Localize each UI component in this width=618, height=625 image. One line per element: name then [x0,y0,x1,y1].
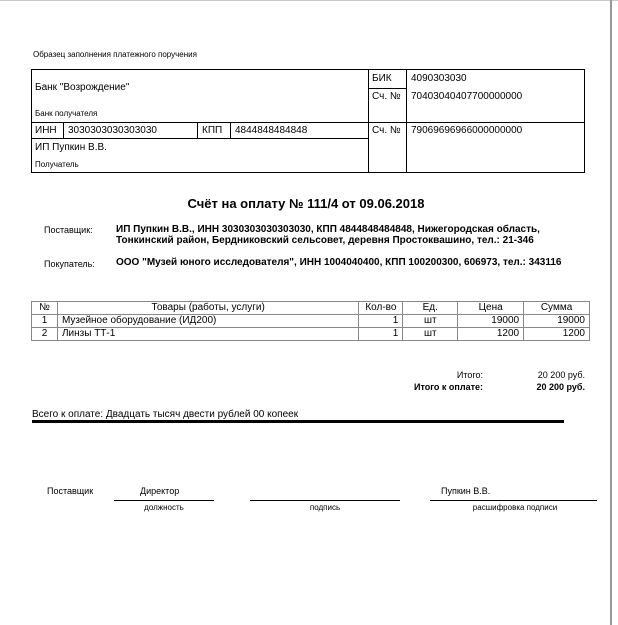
bank-details-table [31,69,585,173]
bank-vline-kpp-label [197,122,198,138]
corr-account-value: 70403040407700000000 [411,91,523,102]
row-price: 1200 [458,328,524,341]
bik-value: 4090303030 [411,73,467,84]
invoice-title: Счёт на оплату № 111/4 от 09.06.2018 [187,196,425,211]
payee-label: Получатель [35,160,79,169]
signature-caption: подпись [309,503,341,512]
buyer-details: ООО "Музей юного исследователя", ИНН 1004040400, КПП 100200300, 606973, тел.: 343116 [116,257,562,268]
table-row [32,315,590,328]
signature-name: Пупкин В.В. [441,486,491,496]
total-divider [32,420,564,423]
row-sum: 19000 [524,315,590,328]
corr-account-label: Сч. № [372,91,401,102]
bank-hline-inn-top [32,122,584,123]
signature-line [250,500,400,501]
col-unit-header: Ед. [403,302,458,315]
row-qty: 1 [359,315,403,328]
col-sum-header: Сумма [524,302,590,315]
bik-label: БИК [372,73,392,84]
sample-title: Образец заполнения платежного поручения [33,50,197,59]
row-price: 19000 [458,315,524,328]
kpp-value: 4844848484848 [235,125,308,136]
supplier-details: ИП Пупкин В.В., ИНН 3030303030303030, КПП 4844848484848, Нижегородская область, Тонкинский район, Бердниковский сельсовет, деревня Простоквашино, тел.: 21-346 [116,224,540,246]
buyer-label: Покупатель: [44,259,95,269]
row-qty: 1 [359,328,403,341]
signature-position: Директор [140,486,180,496]
table-row [32,328,590,341]
inn-label: ИНН [35,125,57,136]
account-label: Сч. № [372,125,401,136]
bank-vline-values [406,70,407,172]
col-price-header: Цена [458,302,524,315]
position-line [114,500,214,501]
row-sum: 1200 [524,328,590,341]
bank-name: Банк "Возрождение" [35,82,130,93]
page-top-edge [0,0,618,1]
col-name-header: Товары (работы, услуги) [57,302,358,315]
kpp-label: КПП [202,125,223,136]
signature-supplier-label: Поставщик [47,486,94,496]
position-caption: должность [144,503,184,512]
row-num: 2 [32,328,58,341]
to-pay-label: Итого к оплате: [414,382,483,392]
total-value: 20 200 руб. [537,370,585,380]
bank-vline-inn [63,122,64,138]
payee-name: ИП Пупкин В.В. [35,142,107,153]
col-qty-header: Кол-во [359,302,403,315]
name-caption: расшифровка подписи [472,503,558,512]
bank-hline-inn-bottom [32,138,369,139]
name-line [430,500,597,501]
bank-hline-bik [368,88,407,89]
row-name: Музейное оборудование (ИД200) [57,315,358,328]
page-right-edge [610,0,612,625]
to-pay-value: 20 200 руб. [536,382,585,392]
total-in-words: Всего к оплате: Двадцать тысяч двести рублей 00 копеек [32,409,299,420]
inn-value: 3030303030303030 [68,125,157,136]
goods-table [31,301,590,341]
row-name: Линзы ТТ-1 [57,328,358,341]
goods-header-row [32,302,590,315]
row-unit: шт [403,315,458,328]
col-num-header: № [32,302,58,315]
bank-label: Банк получателя [35,109,98,118]
row-num: 1 [32,315,58,328]
row-unit: шт [403,328,458,341]
bank-vline-main [368,70,369,172]
bank-vline-kpp-value [230,122,231,138]
total-label: Итого: [456,370,483,380]
account-value: 79069696966000000000 [411,125,523,136]
supplier-label: Поставщик: [44,225,93,235]
